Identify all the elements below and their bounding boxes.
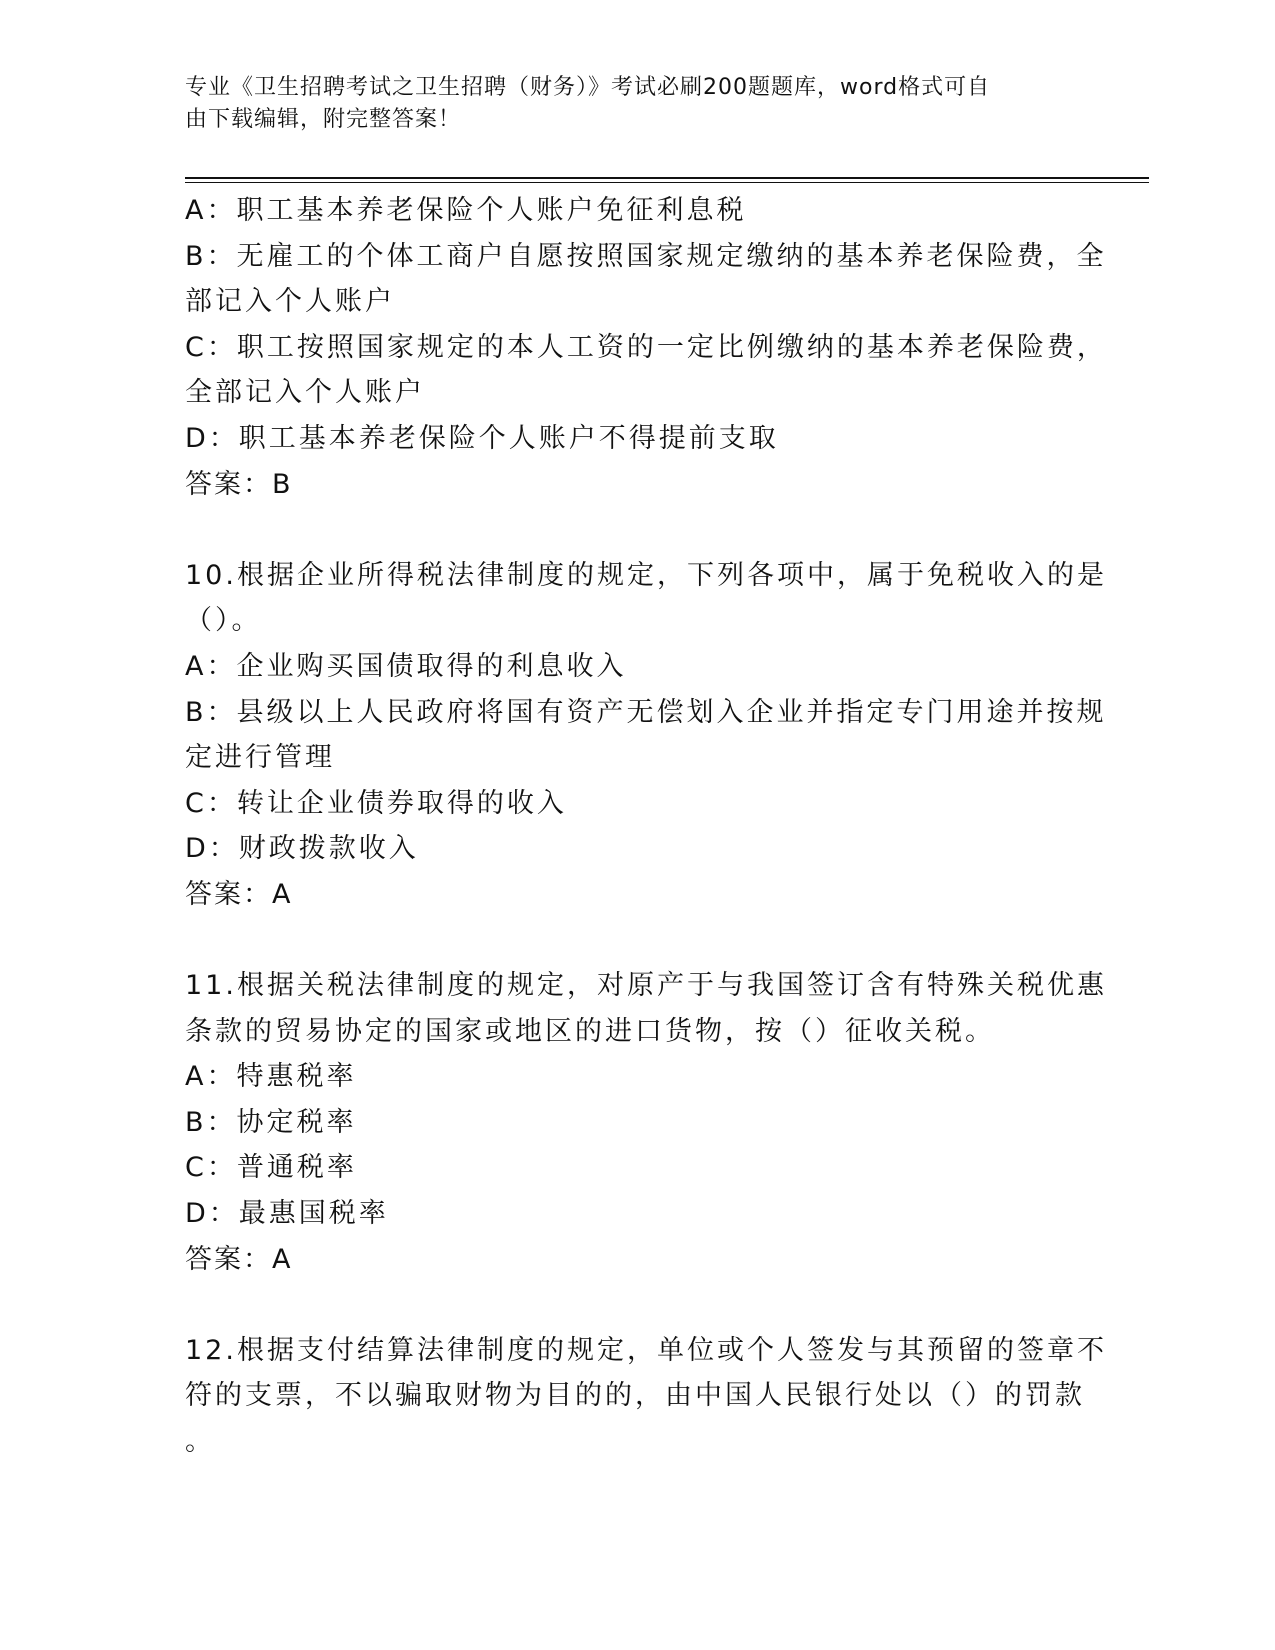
q9-option-c-line-2: 全部记入个人账户 [185,377,425,409]
question-10-block [185,553,1107,918]
q9-option-b-line-2: 部记入个人账户 [185,286,395,318]
header-divider-thick [185,177,1149,179]
header-line-2: 由下载编辑，附完整答案！ [185,107,462,132]
q11-option-b: B：协定税率 [185,1106,357,1138]
document-body [185,188,1107,1465]
q12-stem-line-1: 12.根据支付结算法律制度的规定，单位或个人签发与其预留的签章不 [185,1334,1107,1366]
question-12-block [185,1328,1107,1465]
q10-option-c: C：转让企业债券取得的收入 [185,787,567,819]
q11-answer: 答案：A [185,1243,293,1275]
header-divider-thin [185,182,1149,183]
question-11-block [185,963,1107,1282]
q12-stem-line-2: 符的支票，不以骗取财物为目的的，由中国人民银行处以（）的罚款 [185,1380,1085,1412]
q9-option-b-line-1: B：无雇工的个体工商户自愿按照国家规定缴纳的基本养老保险费，全 [185,240,1107,272]
q11-stem-line-1: 11.根据关税法律制度的规定，对原产于与我国签订含有特殊关税优惠 [185,970,1107,1002]
q11-stem-line-2: 条款的贸易协定的国家或地区的进口货物，按（）征收关税。 [185,1015,995,1047]
q11-option-a: A：特惠税率 [185,1061,357,1093]
q9-option-d: D：职工基本养老保险个人账户不得提前支取 [185,422,779,454]
q10-answer: 答案：A [185,878,293,910]
q10-stem-line-2: （）。 [185,605,262,637]
q10-option-d: D：财政拨款收入 [185,833,419,865]
spacer [185,918,1075,964]
document-header [185,72,1065,136]
q10-option-a: A：企业购买国债取得的利息收入 [185,650,627,682]
q10-option-b-line-2: 定进行管理 [185,742,335,774]
q12-stem-line-3: 。 [185,1426,215,1458]
q10-stem-line-1: 10.根据企业所得税法律制度的规定，下列各项中，属于免税收入的是 [185,559,1107,591]
q9-answer: 答案：B [185,468,293,500]
header-line-1: 专业《卫生招聘考试之卫生招聘（财务）》考试必刷200题题库，word格式可自 [185,75,991,100]
q11-option-c: C：普通税率 [185,1152,357,1184]
spacer [185,1282,1075,1328]
q9-option-a: A：职工基本养老保险个人账户免征利息税 [185,195,747,226]
q9-option-c-line-1: C：职工按照国家规定的本人工资的一定比例缴纳的基本养老保险费， [185,331,1107,363]
spacer [185,507,1075,553]
question-9-block [185,188,1107,507]
q11-option-d: D：最惠国税率 [185,1198,389,1230]
q10-option-b-line-1: B：县级以上人民政府将国有资产无偿划入企业并指定专门用途并按规 [185,696,1107,728]
